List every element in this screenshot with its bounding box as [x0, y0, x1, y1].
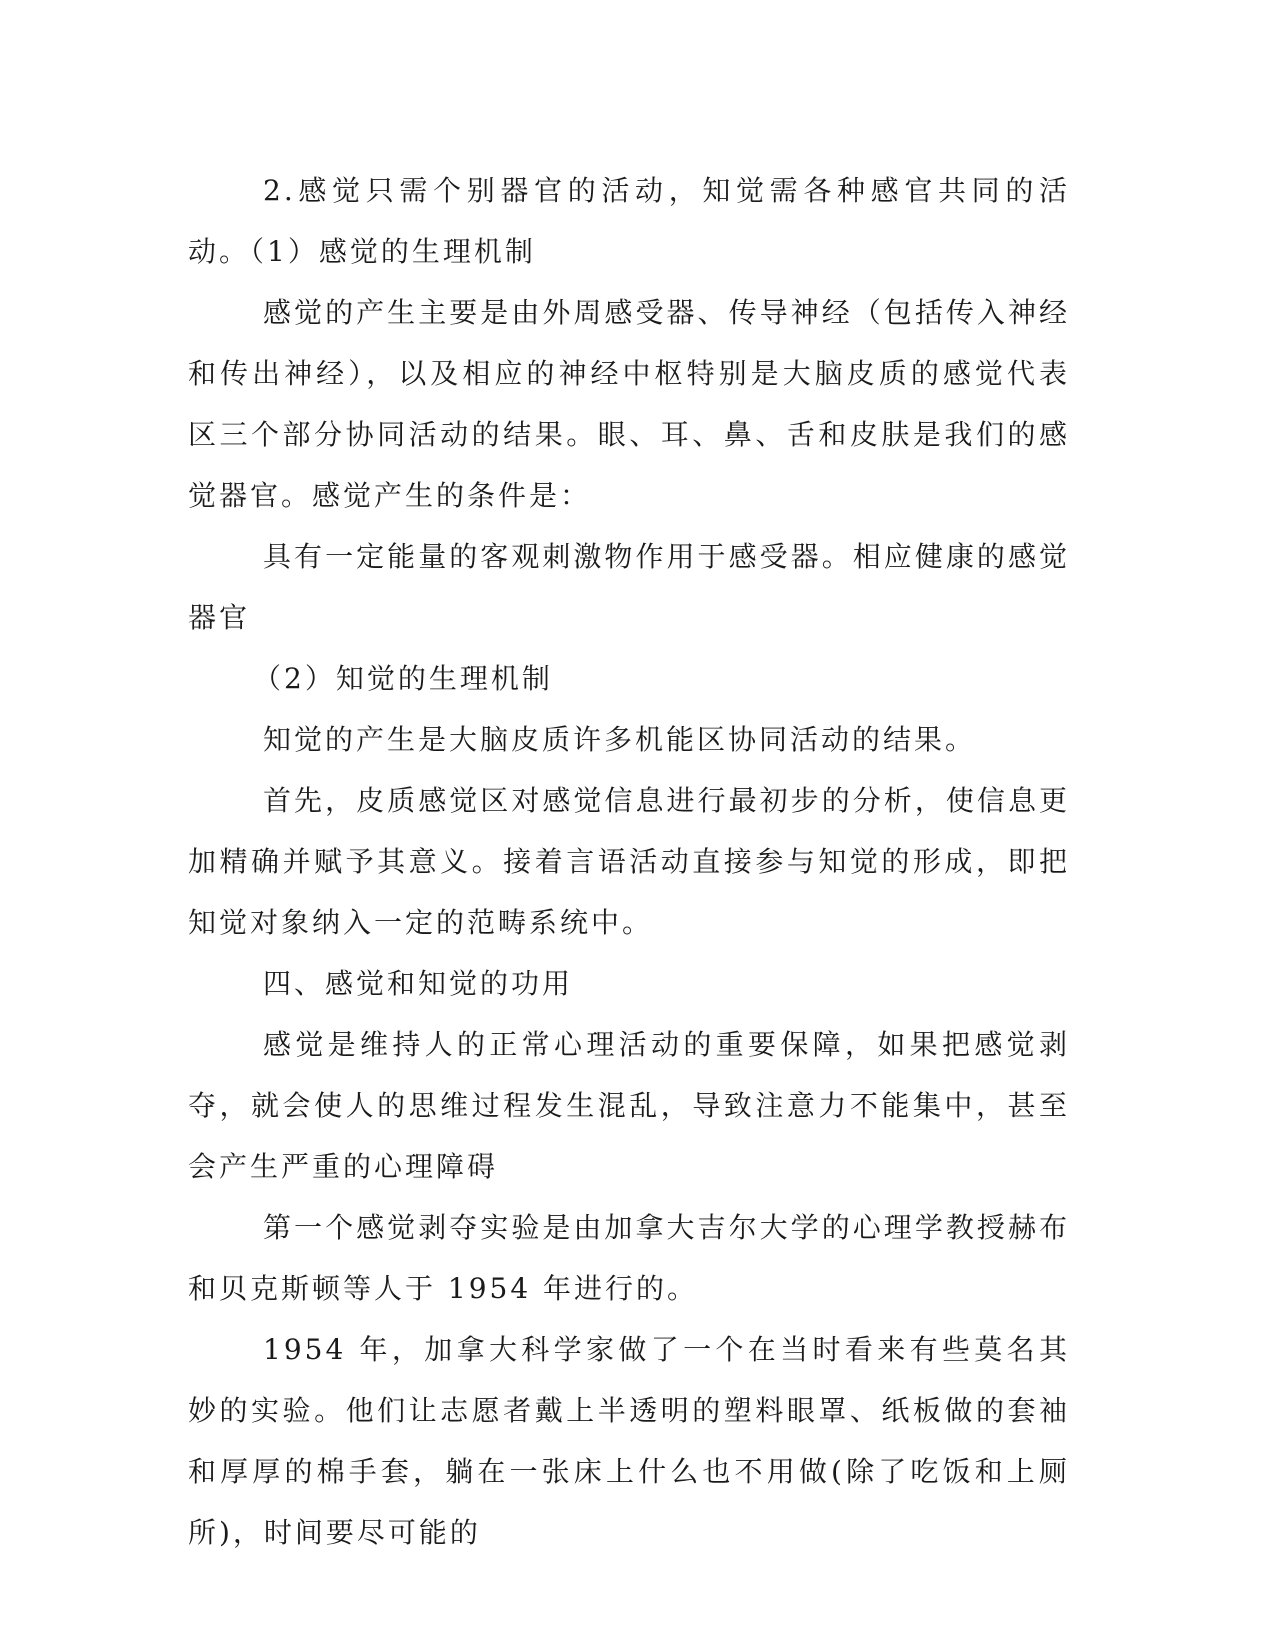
- heading-perception-mechanism: （2）知觉的生理机制: [253, 662, 553, 695]
- paragraph-sensation-conditions: 具有一定能量的客观刺激物作用于感受器。相应健康的感觉器官: [188, 540, 1070, 634]
- paragraph-sensory-deprivation: 感觉是维持人的正常心理活动的重要保障，如果把感觉剥夺，就会使人的思维过程发生混乱，导致注意力不能集中，甚至会产生严重的心理障碍: [188, 1028, 1070, 1183]
- paragraph-sensation-vs-perception: 2.感觉只需个别器官的活动，知觉需各种感官共同的活动。（1）感觉的生理机制: [188, 174, 1070, 268]
- document-body: [188, 160, 1070, 1563]
- paragraph-cortex-analysis: 首先，皮质感觉区对感觉信息进行最初步的分析，使信息更加精确并赋予其意义。接着言语活动直接参与知觉的形成，即把知觉对象纳入一定的范畴系统中。: [188, 784, 1070, 939]
- paragraph-1954-experiment: 1954 年，加拿大科学家做了一个在当时看来有些莫名其妙的实验。他们让志愿者戴上半透明的塑料眼罩、纸板做的套袖和厚厚的棉手套，躺在一张床上什么也不用做(除了吃饭和上厕所)，时间要尽可能的: [188, 1333, 1070, 1549]
- paragraph-sensation-mechanism: 感觉的产生主要是由外周感受器、传导神经（包括传入神经和传出神经），以及相应的神经中枢特别是大脑皮质的感觉代表区三个部分协同活动的结果。眼、耳、鼻、舌和皮肤是我们的感觉器官。感觉产生的条件是：: [188, 296, 1070, 512]
- heading-functions: 四、感觉和知觉的功用: [263, 967, 574, 1000]
- paragraph-first-experiment: 第一个感觉剥夺实验是由加拿大吉尔大学的心理学教授赫布和贝克斯顿等人于 1954 年进行的。: [188, 1211, 1070, 1305]
- paragraph-perception-origin: 知觉的产生是大脑皮质许多机能区协同活动的结果。: [263, 723, 977, 756]
